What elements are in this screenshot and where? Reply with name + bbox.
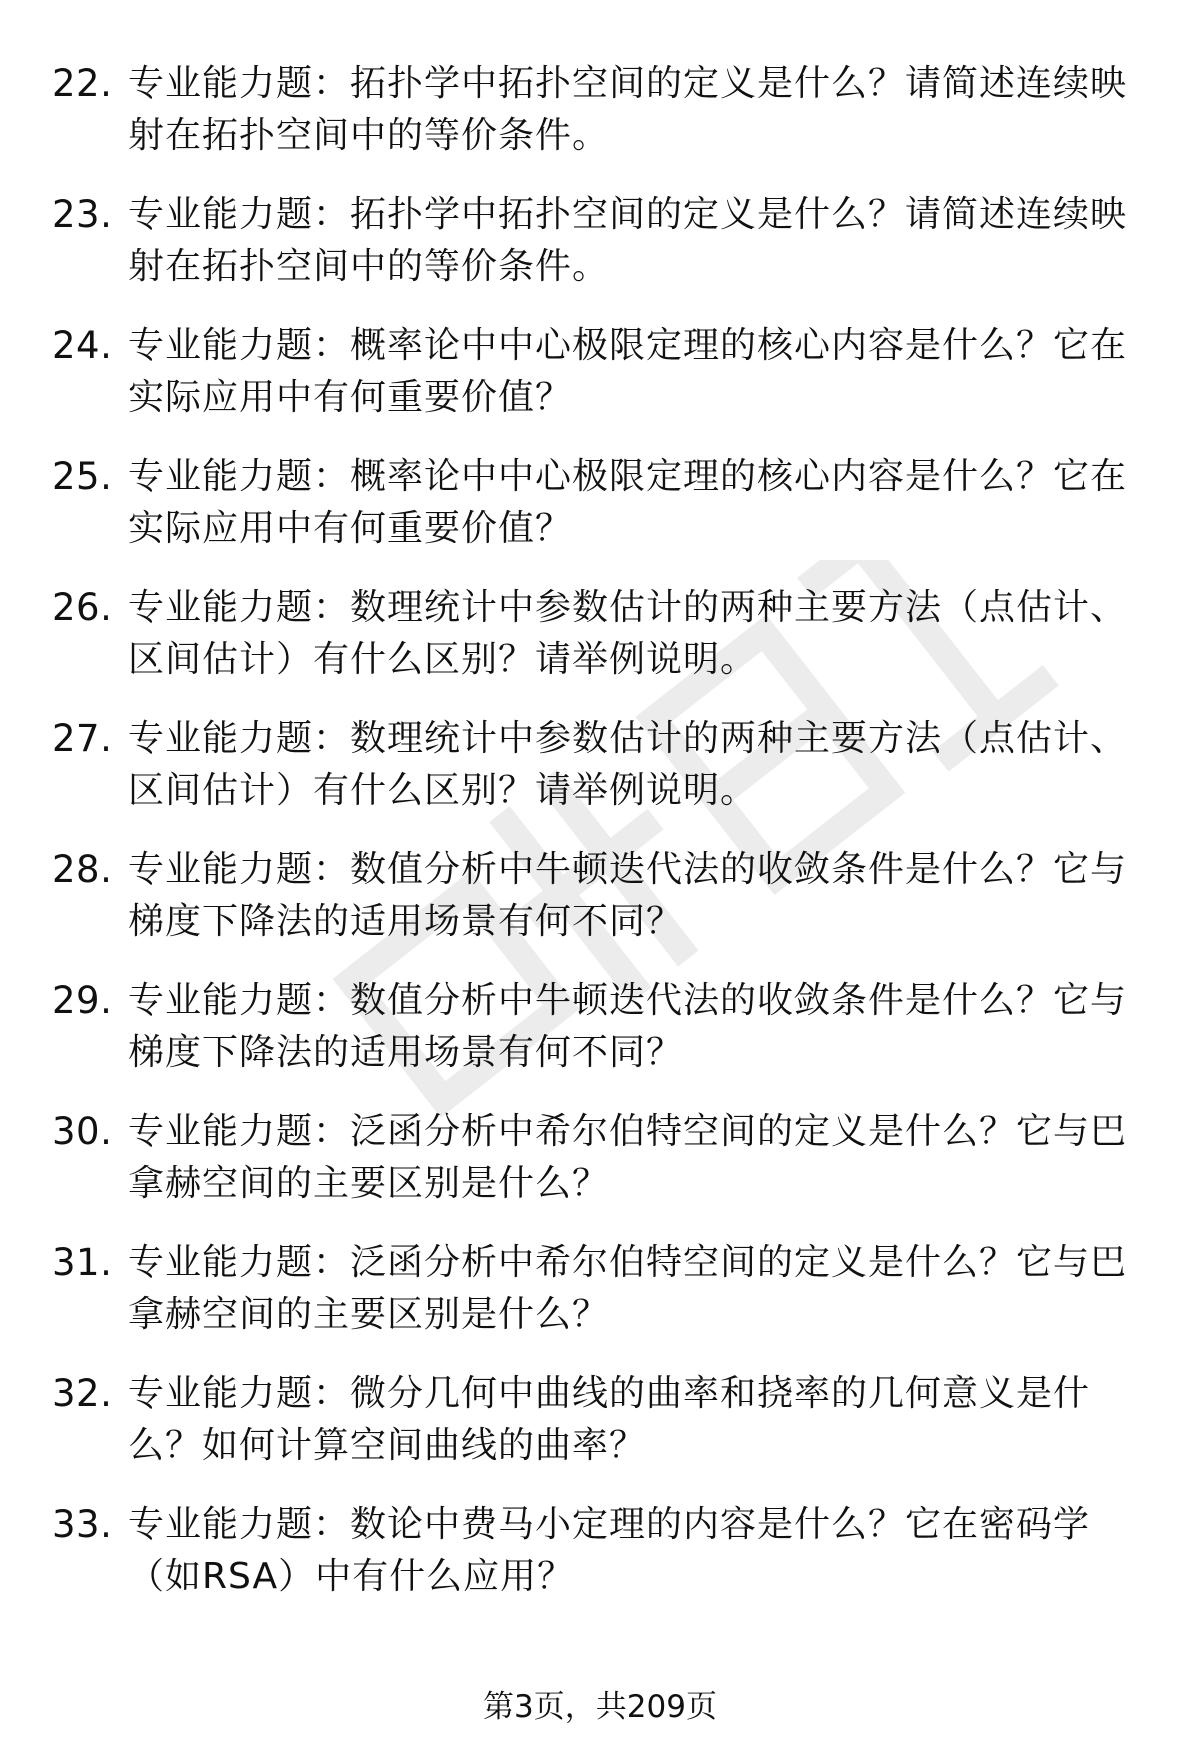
- question-number: 29.: [52, 979, 113, 1022]
- question-item: [0, 58, 1200, 189]
- question-text: 专业能力题：数论中费马小定理的内容是什么？它在密码学（如RSA）中有什么应用？: [128, 1504, 1091, 1597]
- question-item: [0, 1237, 1200, 1368]
- question-text: 专业能力题：概率论中中心极限定理的核心内容是什么？它在实际应用中有何重要价值？: [128, 325, 1128, 418]
- question-text: 专业能力题：数理统计中参数估计的两种主要方法（点估计、区间估计）有什么区别？请举例说明。: [128, 587, 1128, 680]
- question-item: [0, 189, 1200, 320]
- question-number: 28.: [52, 848, 113, 891]
- question-number: 24.: [52, 324, 113, 367]
- question-number: 22.: [52, 62, 113, 105]
- question-item: [0, 844, 1200, 975]
- question-text: 专业能力题：数值分析中牛顿迭代法的收敛条件是什么？它与梯度下降法的适用场景有何不同？: [128, 849, 1128, 942]
- question-text: 专业能力题：数值分析中牛顿迭代法的收敛条件是什么？它与梯度下降法的适用场景有何不同？: [128, 980, 1128, 1073]
- question-item: [0, 713, 1200, 844]
- question-number: 26.: [52, 586, 113, 629]
- page-footer: 第3页，共209页: [483, 1689, 717, 1725]
- question-number: 33.: [52, 1503, 113, 1546]
- question-text: 专业能力题：拓扑学中拓扑空间的定义是什么？请简述连续映射在拓扑空间中的等价条件。: [128, 194, 1128, 287]
- question-number: 30.: [52, 1110, 113, 1153]
- question-number: 27.: [52, 717, 113, 760]
- question-number: 25.: [52, 455, 113, 498]
- question-text: 专业能力题：微分几何中曲线的曲率和挠率的几何意义是什么？如何计算空间曲线的曲率？: [128, 1373, 1091, 1466]
- question-number: 31.: [52, 1241, 113, 1284]
- question-list: [0, 58, 1200, 1630]
- question-text: 专业能力题：概率论中中心极限定理的核心内容是什么？它在实际应用中有何重要价值？: [128, 456, 1128, 549]
- question-number: 32.: [52, 1372, 113, 1415]
- question-text: 专业能力题：数理统计中参数估计的两种主要方法（点估计、区间估计）有什么区别？请举例说明。: [128, 718, 1128, 811]
- question-text: 专业能力题：泛函分析中希尔伯特空间的定义是什么？它与巴拿赫空间的主要区别是什么？: [128, 1111, 1128, 1204]
- question-item: [0, 1499, 1200, 1630]
- question-item: [0, 320, 1200, 451]
- question-item: [0, 1368, 1200, 1499]
- question-number: 23.: [52, 193, 113, 236]
- question-item: [0, 451, 1200, 582]
- question-item: [0, 975, 1200, 1106]
- question-text: 专业能力题：拓扑学中拓扑空间的定义是什么？请简述连续映射在拓扑空间中的等价条件。: [128, 63, 1128, 156]
- question-item: [0, 582, 1200, 713]
- question-text: 专业能力题：泛函分析中希尔伯特空间的定义是什么？它与巴拿赫空间的主要区别是什么？: [128, 1242, 1128, 1335]
- question-item: [0, 1106, 1200, 1237]
